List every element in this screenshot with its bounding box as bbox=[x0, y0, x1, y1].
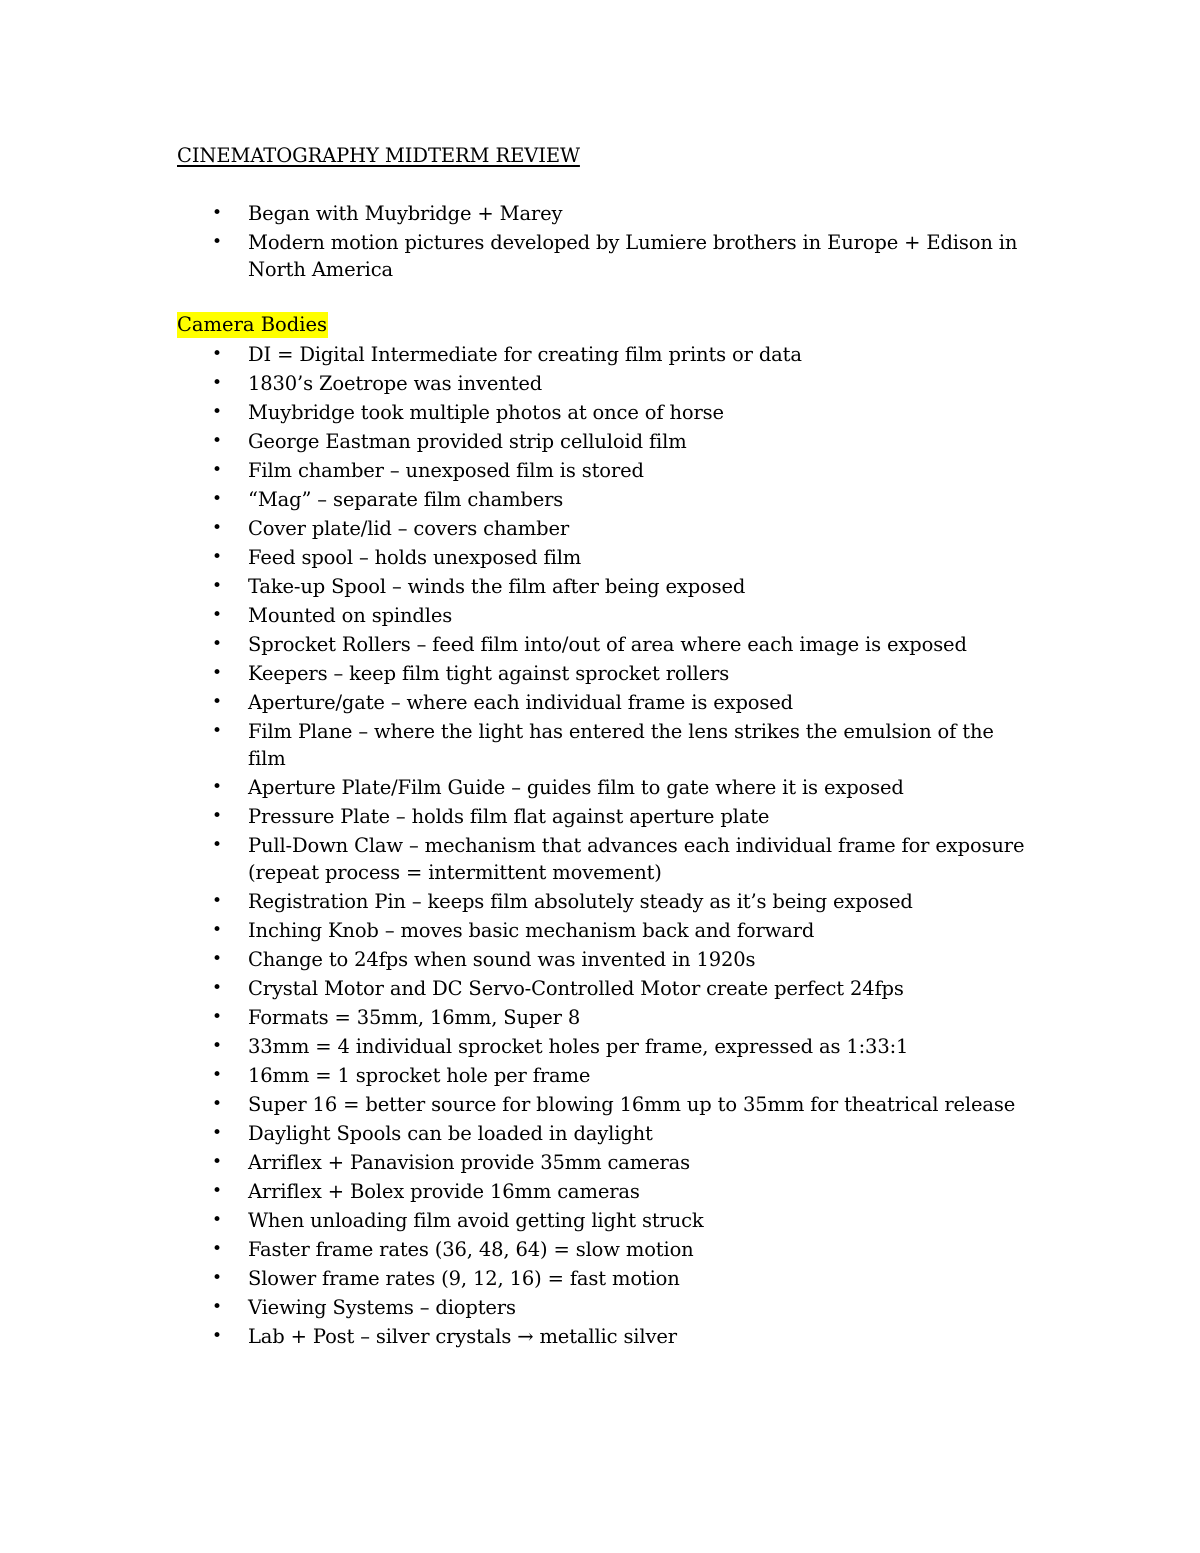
list-item: • Film Plane – where the light has entered the lens strikes the emulsion of the film bbox=[0, 718, 1028, 772]
list-item: • “Mag” – separate film chambers bbox=[0, 486, 1028, 513]
list-item: • Pressure Plate – holds film flat against aperture plate bbox=[0, 803, 1028, 830]
list-item: • Slower frame rates (9, 12, 16) = fast motion bbox=[0, 1265, 1028, 1292]
document-title: CINEMATOGRAPHY MIDTERM REVIEW bbox=[177, 144, 580, 167]
list-item: • Change to 24fps when sound was invented in 1920s bbox=[0, 946, 1028, 973]
list-item: • Arriflex + Bolex provide 16mm cameras bbox=[0, 1178, 1028, 1205]
list-item: • George Eastman provided strip celluloid film bbox=[0, 428, 1028, 455]
list-item: • Mounted on spindles bbox=[0, 602, 1028, 629]
list-item: • Arriflex + Panavision provide 35mm cameras bbox=[0, 1149, 1028, 1176]
section-heading bbox=[177, 311, 328, 338]
list-item: • Sprocket Rollers – feed film into/out of area where each image is exposed bbox=[0, 631, 1028, 658]
list-item: • Faster frame rates (36, 48, 64) = slow motion bbox=[0, 1236, 1028, 1263]
list-item: • Aperture Plate/Film Guide – guides film to gate where it is exposed bbox=[0, 774, 1028, 801]
list-item: • Aperture/gate – where each individual frame is exposed bbox=[0, 689, 1028, 716]
list-item: • When unloading film avoid getting light struck bbox=[0, 1207, 1028, 1234]
list-item: • Lab + Post – silver crystals → metallic silver bbox=[0, 1323, 1028, 1350]
list-item: • Cover plate/lid – covers chamber bbox=[0, 515, 1028, 542]
list-item: • Viewing Systems – diopters bbox=[0, 1294, 1028, 1321]
list-item: • Formats = 35mm, 16mm, Super 8 bbox=[0, 1004, 1028, 1031]
camera-bodies-list bbox=[0, 341, 1028, 1352]
list-item: • Modern motion pictures developed by Lumiere brothers in Europe + Edison in North America bbox=[0, 229, 1028, 283]
list-item: • 1830’s Zoetrope was invented bbox=[0, 370, 1028, 397]
list-item: • Crystal Motor and DC Servo-Controlled Motor create perfect 24fps bbox=[0, 975, 1028, 1002]
list-item: • Registration Pin – keeps film absolutely steady as it’s being exposed bbox=[0, 888, 1028, 915]
list-item: • Feed spool – holds unexposed film bbox=[0, 544, 1028, 571]
list-item: • Muybridge took multiple photos at once of horse bbox=[0, 399, 1028, 426]
list-item: • 16mm = 1 sprocket hole per frame bbox=[0, 1062, 1028, 1089]
list-item: • Pull-Down Claw – mechanism that advances each individual frame for exposure (repeat process = intermittent movement) bbox=[0, 832, 1028, 886]
list-item: • Daylight Spools can be loaded in daylight bbox=[0, 1120, 1028, 1147]
list-item: • Inching Knob – moves basic mechanism back and forward bbox=[0, 917, 1028, 944]
list-item: • Take-up Spool – winds the film after being exposed bbox=[0, 573, 1028, 600]
intro-list bbox=[0, 200, 1028, 285]
list-item: • DI = Digital Intermediate for creating film prints or data bbox=[0, 341, 1028, 368]
list-item: • Super 16 = better source for blowing 16mm up to 35mm for theatrical release bbox=[0, 1091, 1028, 1118]
list-item: • Keepers – keep film tight against sprocket rollers bbox=[0, 660, 1028, 687]
list-item: • Began with Muybridge + Marey bbox=[0, 200, 1028, 227]
section-heading-highlight: Camera Bodies bbox=[177, 313, 328, 336]
list-item: • Film chamber – unexposed film is stored bbox=[0, 457, 1028, 484]
list-item: • 33mm = 4 individual sprocket holes per frame, expressed as 1:33:1 bbox=[0, 1033, 1028, 1060]
